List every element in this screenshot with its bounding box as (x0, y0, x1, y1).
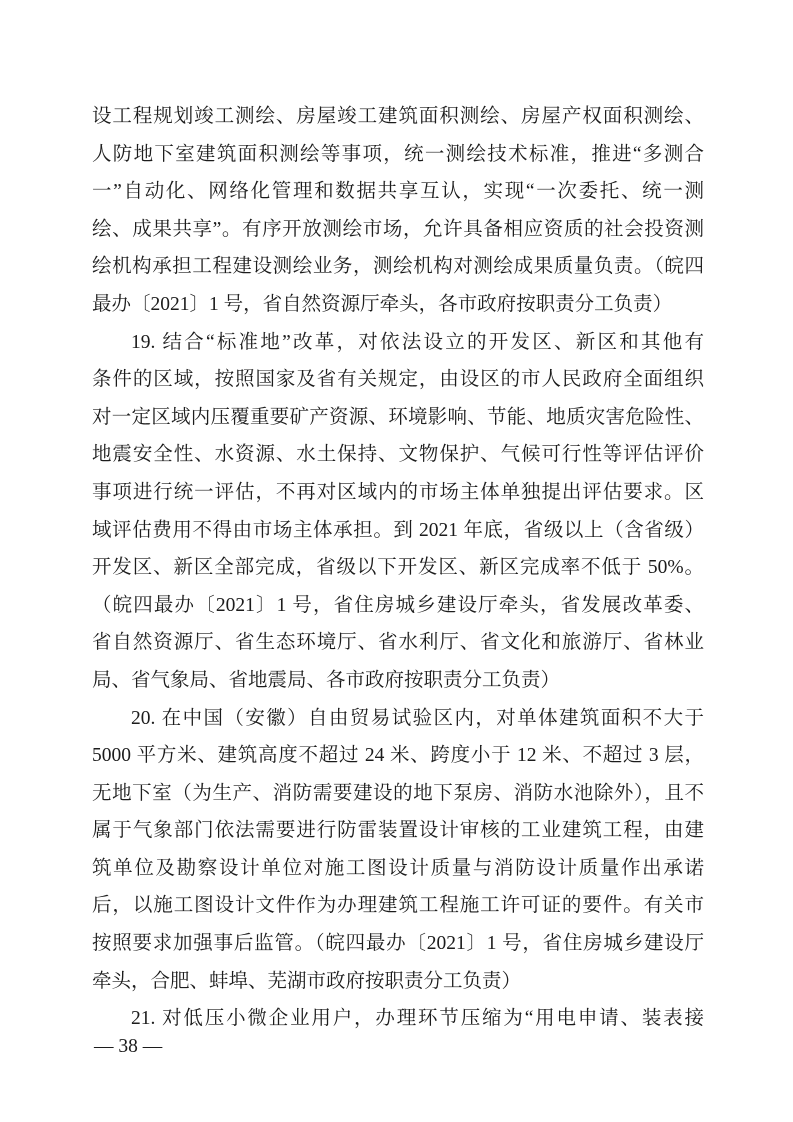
paragraph (92, 1000, 704, 1038)
text-line: 事项进行统一评估，不再对区域内的市场主体单独提出评估要求。区 (92, 481, 704, 503)
text-line: 属于气象部门依法需要进行防雷装置设计审核的工业建筑工程，由建 (92, 820, 704, 842)
text-line: 最办〔2021〕1 号，省自然资源厅牵头，各市政府按职责分工负责） (92, 293, 673, 315)
text-line: 开发区、新区全部完成，省级以下开发区、新区完成率不低于 50%。 (92, 557, 704, 579)
text-line: 省自然资源厅、省生态环境厅、省水利厅、省文化和旅游厅、省林业 (92, 632, 704, 654)
text-line: 地震安全性、水资源、水土保持、文物保护、气候可行性等评估评价 (92, 444, 704, 466)
text-line: 19. 结合“标准地”改革，对依法设立的开发区、新区和其他有 (131, 331, 704, 353)
text-line: 人防地下室建筑面积测绘等事项，统一测绘技术标准，推进“多测合 (92, 143, 704, 165)
text-line: 一”自动化、网络化管理和数据共享互认，实现“一次委托、统一测 (92, 181, 704, 203)
text-line: 5000 平方米、建筑高度不超过 24 米、跨度小于 12 米、不超过 3 层， (92, 745, 704, 767)
text-line: 条件的区域，按照国家及省有关规定，由设区的市人民政府全面组织 (92, 369, 704, 391)
paragraph (92, 324, 704, 700)
text-line: 后，以施工图设计文件作为办理建筑工程施工许可证的要件。有关市 (92, 895, 704, 917)
text-line: 绘机构承担工程建设测绘业务，测绘机构对测绘成果质量负责。（皖四 (92, 256, 704, 278)
text-line: （皖四最办〔2021〕1 号，省住房城乡建设厅牵头，省发展改革委、 (92, 594, 704, 616)
document-body (92, 98, 704, 1038)
text-line: 20. 在中国（安徽）自由贸易试验区内，对单体建筑面积不大于 (131, 707, 704, 729)
text-line: 筑单位及勘察设计单位对施工图设计质量与消防设计质量作出承诺 (92, 857, 704, 879)
text-line: 按照要求加强事后监管。（皖四最办〔2021〕1 号，省住房城乡建设厅 (92, 933, 704, 955)
text-line: 牵头，合肥、蚌埠、芜湖市政府按职责分工负责） (92, 970, 522, 992)
text-line: 设工程规划竣工测绘、房屋竣工建筑面积测绘、房屋产权面积测绘、 (92, 106, 704, 127)
text-line: 21. 对低压小微企业用户，办理环节压缩为“用电申请、装表接 (131, 1008, 704, 1030)
text-line: 无地下室（为生产、消防需要建设的地下泵房、消防水池除外），且不 (92, 782, 704, 804)
text-line: 绘、成果共享”。有序开放测绘市场，允许具备相应资质的社会投资测 (92, 218, 704, 240)
paragraph (92, 98, 704, 324)
text-line: 对一定区域内压覆重要矿产资源、环境影响、节能、地质灾害危险性、 (92, 406, 704, 428)
text-line: 局、省气象局、省地震局、各市政府按职责分工负责） (92, 669, 561, 691)
paragraph (92, 700, 704, 1001)
page-number: — 38 — (94, 1036, 163, 1057)
text-line: 域评估费用不得由市场主体承担。到 2021 年底，省级以上（含省级） (92, 519, 704, 541)
